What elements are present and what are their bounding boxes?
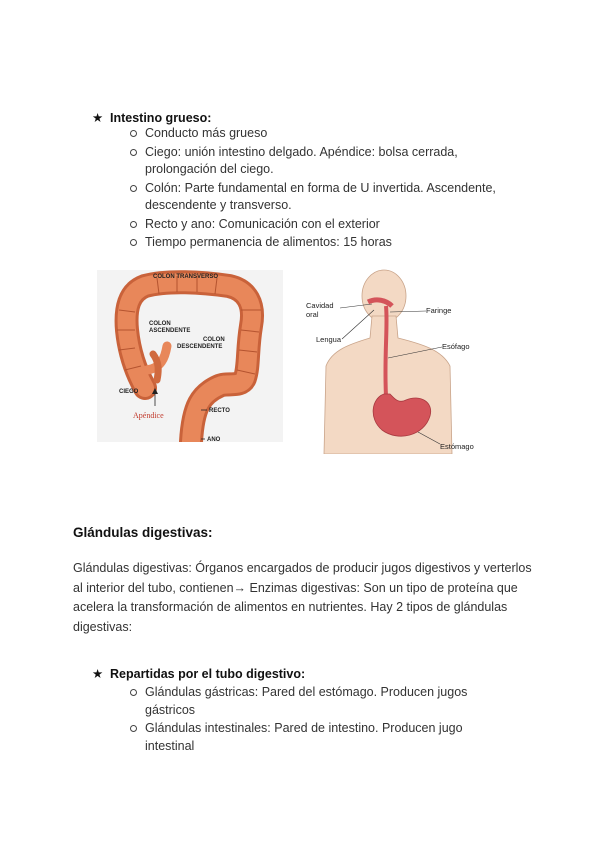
- label-apendice: Apéndice: [133, 411, 164, 420]
- bullet-intestino-grueso: [92, 110, 211, 125]
- label-colon-transverso: COLON TRANSVERSO: [153, 274, 219, 280]
- colon-illustration: [97, 270, 283, 442]
- label-colon-descendente-2: DESCENDENTE: [177, 344, 223, 350]
- label-esofago: Esófago: [442, 342, 470, 351]
- label-ano: ANO: [207, 437, 221, 442]
- list-item: Glándulas intestinales: Pared de intestino. Producen jugo intestinal: [130, 720, 510, 755]
- label-ciego: CIEGO: [119, 389, 139, 395]
- star-icon: ★: [92, 111, 104, 125]
- list-item: Conducto más grueso: [130, 125, 510, 143]
- list-item: Recto y ano: Comunicación con el exterior: [130, 216, 510, 234]
- label-cavidad-oral-2: oral: [306, 310, 319, 319]
- digestive-tract-illustration: [302, 266, 512, 454]
- list-item: Glándulas gástricas: Pared del estómago. Producen jugos gástricos: [130, 684, 510, 719]
- list-item: Ciego: unión intestino delgado. Apéndice: bolsa cerrada, prolongación del ciego.: [130, 144, 510, 179]
- label-recto: RECTO: [209, 408, 230, 414]
- label-estomago: Estómago: [440, 442, 474, 451]
- intestino-grueso-list: [130, 125, 510, 253]
- glandulas-paragraph: Glándulas digestivas: Órganos encargados de producir jugos digestivos y verterlos al interior del tubo, contienen→ Enzimas digestivas: Son un tipo de proteína que acelera la transformación de alimentos en nutrientes. Hay 2 tipos de glándulas digestivas:: [73, 561, 532, 634]
- repartidas-list: [130, 684, 510, 756]
- list-item: Tiempo permanencia de alimentos: 15 horas: [130, 234, 510, 252]
- star-icon: ★: [92, 667, 104, 681]
- label-lengua: Lengua: [316, 335, 342, 344]
- section-title: Intestino grueso:: [110, 111, 212, 125]
- bullet-repartidas: [92, 666, 305, 681]
- label-colon-ascendente-1: COLON: [149, 321, 171, 327]
- label-colon-descendente-1: COLON: [203, 337, 225, 343]
- label-cavidad-oral-1: Cavidad: [306, 301, 334, 310]
- label-faringe: Faringe: [426, 306, 452, 315]
- section-title: Repartidas por el tubo digestivo:: [110, 667, 306, 681]
- list-item: Colón: Parte fundamental en forma de U invertida. Ascendente, descendente y transverso.: [130, 180, 510, 215]
- label-colon-ascendente-2: ASCENDENTE: [149, 328, 191, 334]
- heading-glandulas-digestivas: Glándulas digestivas:: [73, 525, 213, 540]
